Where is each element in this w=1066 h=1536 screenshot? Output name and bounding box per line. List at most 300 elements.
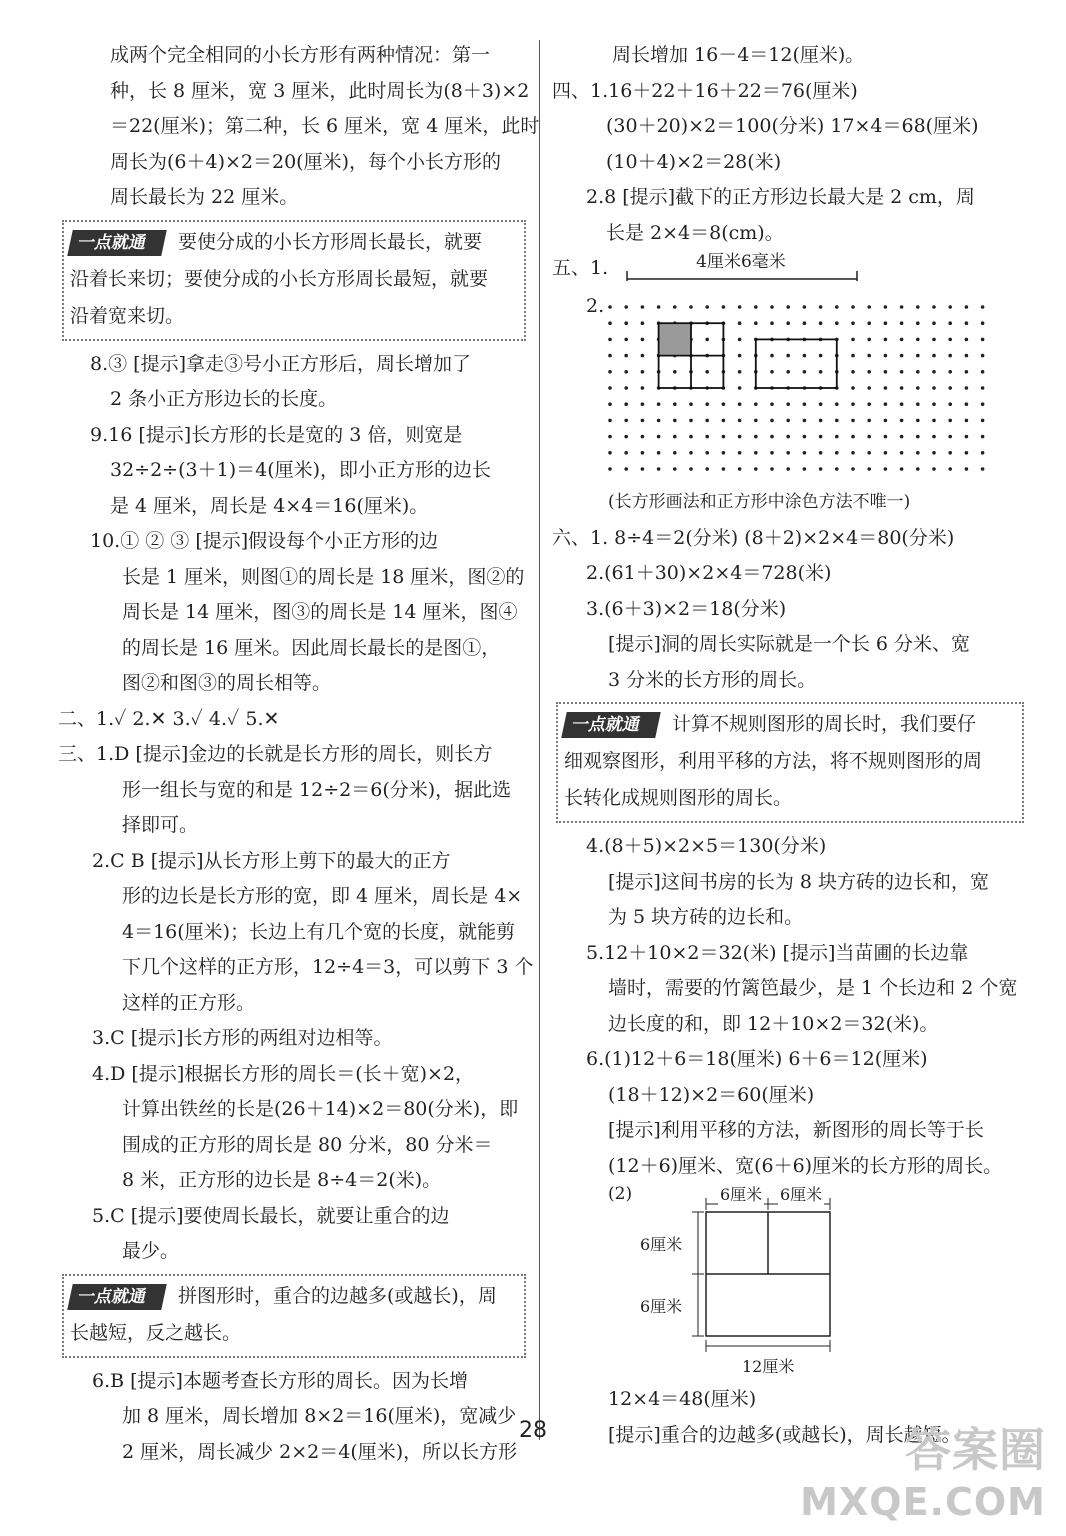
grid-dot [851, 305, 855, 309]
grid-dot [851, 338, 855, 342]
grid-dot [641, 305, 645, 309]
answer-line: 12×4＝48(厘米) [608, 1388, 757, 1410]
grid-dot [884, 419, 888, 423]
tip-tag: 一点就通 [561, 712, 661, 738]
answer-line: 形的边长是长方形的宽，即 4 厘米，周长是 4× [122, 885, 523, 907]
grid-dot [770, 435, 774, 439]
grid-dot [624, 354, 628, 358]
grid-dot [705, 305, 709, 309]
grid-dot [851, 467, 855, 471]
tip-box [62, 220, 526, 341]
tip-text: 长转化成规则图形的周长。 [564, 787, 793, 809]
grid-dot [770, 370, 774, 374]
grid-dot [738, 467, 742, 471]
grid-dot [624, 321, 628, 325]
grid-dot [851, 419, 855, 423]
grid-dot [657, 419, 661, 423]
answer-line: 4.(8＋5)×2×5＝130(分米) [586, 835, 827, 857]
figure-note: (长方形画法和正方形中涂色方法不唯一) [608, 492, 911, 512]
grid-dot [689, 419, 693, 423]
grid-dot [770, 419, 774, 423]
grid-dot [948, 419, 952, 423]
page-number: 28 [519, 1418, 547, 1443]
tip-text: 沿着宽来切。 [70, 304, 185, 327]
grid-dot [948, 305, 952, 309]
grid-dot [965, 435, 969, 439]
grid-dot [948, 370, 952, 374]
grid-dot [705, 467, 709, 471]
shaded-square [659, 323, 691, 355]
grid-dot [689, 305, 693, 309]
answer-line: (30＋20)×2＝100(分米) 17×4＝68(厘米) [606, 115, 979, 137]
grid-dot [835, 451, 839, 455]
answer-line: 图②和图③的周长相等。 [122, 672, 332, 694]
answer-line: 2.(61＋30)×2×4＝728(米) [586, 562, 832, 584]
grid-dot [884, 321, 888, 325]
grid-dot [900, 305, 904, 309]
answer-line: 边长度的和，即 12＋10×2＝32(米)。 [608, 1012, 939, 1035]
answer-line: 这样的正方形。 [122, 991, 256, 1014]
grid-dot [673, 370, 677, 374]
section-five-2 [552, 295, 1022, 485]
grid-dot [641, 467, 645, 471]
grid-dot [835, 435, 839, 439]
answer-line: (10＋4)×2＝28(米) [606, 150, 782, 173]
grid-dot [965, 305, 969, 309]
answer-line: (12＋6)厘米、宽(6＋6)厘米的长方形的周长。 [608, 1154, 1003, 1177]
grid-dot [803, 451, 807, 455]
grid-dot [884, 386, 888, 390]
grid-dot [641, 386, 645, 390]
grid-dot [786, 402, 790, 406]
grid-dot [948, 386, 952, 390]
answer-line: 长是 1 厘米，则图①的周长是 18 厘米，图②的 [122, 565, 525, 588]
answer-line: 形一组长与宽的和是 12÷2＝6(分米)，据此选 [122, 778, 512, 801]
grid-dot [608, 386, 612, 390]
grid-dot [819, 370, 823, 374]
grid-dot [965, 338, 969, 342]
grid-dot [900, 467, 904, 471]
grid-dot [932, 386, 936, 390]
grid-dot [770, 354, 774, 358]
answer-line: 周长增加 16－4＝12(厘米)。 [612, 44, 865, 66]
answer-line: 是 4 厘米，周长是 4×4＝16(厘米)。 [110, 494, 429, 517]
grid-dot [624, 419, 628, 423]
answer-line: 3.C [提示]长方形的两组对边相等。 [92, 1027, 393, 1049]
column-divider [539, 40, 540, 1440]
grid-dot [738, 402, 742, 406]
left-column [58, 38, 540, 1470]
answer-line: 四、1.16＋22＋16＋22＝76(厘米) [552, 79, 858, 102]
grid-dot [738, 338, 742, 342]
grid-dot [738, 451, 742, 455]
grid-dot [851, 451, 855, 455]
grid-dot [851, 354, 855, 358]
answer-line: 3.(6＋3)×2＝18(分米) [586, 597, 787, 620]
watermark-url: MXQE.COM [800, 1480, 1046, 1524]
grid-dot [770, 451, 774, 455]
text-line: 成两个完全相同的小长方形有两种情况：第一 [110, 44, 491, 66]
tip-text: 长越短，反之越长。 [70, 1321, 242, 1344]
answer-line: 32÷2÷(3＋1)＝4(厘米)，即小正方形的边长 [110, 459, 492, 481]
grid-dot [786, 370, 790, 374]
grid-dot [608, 451, 612, 455]
grid-dot [641, 402, 645, 406]
grid-dot [754, 451, 758, 455]
grid-dot [754, 321, 758, 325]
grid-dot [722, 435, 726, 439]
text-line: 周长为(6＋4)×2＝20(厘米)，每个小长方形的 [110, 150, 502, 173]
grid-dot [786, 435, 790, 439]
answer-line: [提示]这间书房的长为 8 块方砖的边长和，宽 [608, 870, 989, 893]
measure-label: 4厘米6毫米 [696, 252, 786, 272]
grid-dot [738, 419, 742, 423]
answer-line: 4＝16(厘米)；长边上有几个宽的长度，就能剪 [122, 920, 516, 943]
grid-dot [641, 419, 645, 423]
grid-dot [673, 402, 677, 406]
grid-dot [948, 321, 952, 325]
grid-dot [608, 354, 612, 358]
grid-dot [884, 354, 888, 358]
grid-dot [965, 370, 969, 374]
grid-dot [673, 419, 677, 423]
dimension-label: 6厘米 [718, 1182, 764, 1205]
section-two: 二、1.✓ 2.✕ 3.✓ 4.✓ 5.✕ [58, 707, 280, 730]
grid-dot [867, 338, 871, 342]
answer-line: [提示]洞的周长实际就是一个长 6 分米、宽 [608, 633, 970, 655]
grid-dot [624, 305, 628, 309]
grid-dot [867, 370, 871, 374]
text-line: 种，长 8 厘米，宽 3 厘米，此时周长为(8＋3)×2 [110, 79, 530, 102]
answer-line: 三、1.D [提示]金边的长就是长方形的周长，则长方 [58, 743, 493, 765]
grid-dot [965, 451, 969, 455]
answer-line: 2 条小正方形边长的长度。 [110, 388, 338, 410]
grid-dot [965, 402, 969, 406]
answer-line: 长是 2×4＝8(cm)。 [606, 221, 784, 244]
grid-dot [916, 370, 920, 374]
answer-line: 墙时，需要的竹篱笆最少，是 1 个长边和 2 个宽 [608, 977, 1018, 999]
part-label: (2) [608, 1184, 633, 1204]
grid-dot [900, 451, 904, 455]
grid-dot [981, 451, 985, 455]
tip-text: 要使分成的小长方形周长最长，就要 [178, 230, 483, 253]
answer-line: 8 米，正方形的边长是 8÷4＝2(米)。 [122, 1169, 442, 1191]
grid-dot [932, 338, 936, 342]
grid-dot [819, 451, 823, 455]
grid-dot [624, 451, 628, 455]
grid-dot [965, 419, 969, 423]
grid-dot [900, 419, 904, 423]
grid-dot [948, 402, 952, 406]
grid-dot [738, 370, 742, 374]
answer-line: 2.C B [提示]从长方形上剪下的最大的正方 [92, 849, 451, 872]
grid-dot [981, 467, 985, 471]
answer-line: 8.③ [提示]拿走③号小正方形后，周长增加了 [90, 352, 471, 375]
grid-dot [770, 305, 774, 309]
grid-dot [754, 402, 758, 406]
answer-line: 9.16 [提示]长方形的长是宽的 3 倍，则宽是 [90, 423, 463, 446]
grid-dot [916, 354, 920, 358]
grid-dot [981, 419, 985, 423]
grid-dot [948, 338, 952, 342]
grid-dot [867, 321, 871, 325]
grid-dot [916, 321, 920, 325]
grid-dot [786, 467, 790, 471]
grid-dot [673, 451, 677, 455]
grid-dot [884, 338, 888, 342]
tip-text: 计算不规则图形的周长时，我们要仔 [672, 713, 977, 735]
dimension-label: 6厘米 [640, 1232, 682, 1255]
grid-dot [738, 435, 742, 439]
grid-dot [819, 402, 823, 406]
grid-dot [932, 402, 936, 406]
grid-dot [786, 305, 790, 309]
grid-dot [932, 435, 936, 439]
grid-dot [851, 321, 855, 325]
grid-dot [608, 419, 612, 423]
grid-dot [867, 305, 871, 309]
tip-box [556, 702, 1024, 823]
grid-dot [819, 354, 823, 358]
grid-dot [624, 386, 628, 390]
grid-dot [851, 402, 855, 406]
grid-dot [867, 386, 871, 390]
grid-dot [803, 435, 807, 439]
answer-line: [提示]利用平移的方法，新图形的周长等于长 [608, 1119, 984, 1141]
dimension-label: 6厘米 [778, 1182, 824, 1205]
grid-dot [981, 402, 985, 406]
grid-dot [884, 305, 888, 309]
grid-dot [900, 321, 904, 325]
grid-dot [624, 402, 628, 406]
grid-dot [981, 354, 985, 358]
grid-dot [657, 451, 661, 455]
grid-dot [722, 419, 726, 423]
grid-dot [754, 419, 758, 423]
grid-dot [965, 354, 969, 358]
text-line: ＝22(厘米)；第二种，长 6 厘米，宽 4 厘米，此时 [110, 115, 540, 137]
grid-dot [851, 435, 855, 439]
grid-dot [705, 435, 709, 439]
grid-dot [932, 305, 936, 309]
answer-line: 的周长是 16 厘米。因此周长最长的是图①， [122, 636, 501, 659]
section-five-1 [552, 251, 1022, 295]
answer-line: 为 5 块方砖的边长和。 [608, 906, 804, 928]
measure-line-icon [626, 265, 858, 283]
grid-dot [835, 467, 839, 471]
grid-dot [608, 402, 612, 406]
grid-dot [867, 467, 871, 471]
grid-dot [835, 419, 839, 423]
grid-dot [754, 467, 758, 471]
grid-dot [916, 419, 920, 423]
answer-line: 择即可。 [122, 814, 199, 836]
grid-dot [770, 402, 774, 406]
grid-dot [689, 451, 693, 455]
grid-dot [981, 321, 985, 325]
tip-box [62, 1274, 526, 1358]
grid-dot [867, 435, 871, 439]
grid-dot [819, 305, 823, 309]
grid-dot [932, 419, 936, 423]
grid-dot [803, 354, 807, 358]
tip-tag: 一点就通 [67, 230, 167, 256]
right-column [552, 38, 1022, 1453]
grid-dot [624, 467, 628, 471]
grid-dot [948, 451, 952, 455]
answer-line: (18＋12)×2＝60(厘米) [608, 1083, 815, 1106]
grid-dot [754, 305, 758, 309]
watermark-logo: 答案圈 [905, 1423, 1046, 1477]
text-line: 周长最长为 22 厘米。 [110, 186, 299, 208]
grid-dot [770, 467, 774, 471]
answer-line: 3 分米的长方形的周长。 [608, 668, 817, 691]
grid-dot [981, 370, 985, 374]
answer-line: 六、1. 8÷4＝2(分米) (8＋2)×2×4＝80(分米) [552, 526, 955, 549]
grid-dot [722, 467, 726, 471]
grid-dot [786, 354, 790, 358]
grid-dot [965, 386, 969, 390]
grid-dot [884, 467, 888, 471]
section-label: 2. [586, 295, 605, 317]
grid-dot [819, 419, 823, 423]
grid-dot [803, 321, 807, 325]
answer-line: [提示]重合的边越多(或越长)，周长越短。 [608, 1423, 961, 1446]
grid-dot [932, 354, 936, 358]
dimension-label: 12厘米 [738, 1354, 798, 1377]
rectangle-diagram [632, 1184, 842, 1380]
grid-dot [803, 305, 807, 309]
grid-dot [722, 305, 726, 309]
grid-dot [705, 419, 709, 423]
grid-dot [689, 467, 693, 471]
answer-line: 最少。 [122, 1240, 180, 1262]
grid-dot [608, 321, 612, 325]
grid-dot [624, 370, 628, 374]
grid-dot [835, 305, 839, 309]
grid-dot [770, 321, 774, 325]
grid-dot [705, 370, 709, 374]
grid-dot [608, 467, 612, 471]
grid-dot [884, 402, 888, 406]
answer-line: 6.(1)12＋6＝18(厘米) 6＋6＝12(厘米) [586, 1048, 928, 1070]
answer-line: 加 8 厘米，周长增加 8×2＝16(厘米)，宽减少 [122, 1405, 517, 1427]
grid-dot [738, 386, 742, 390]
answer-line: 5.C [提示]要使周长最长，就要让重合的边 [92, 1204, 450, 1227]
grid-dot [641, 354, 645, 358]
grid-dot [916, 435, 920, 439]
grid-dot [916, 402, 920, 406]
grid-dot [786, 419, 790, 423]
grid-dot [673, 435, 677, 439]
grid-dot [819, 467, 823, 471]
grid-dot [916, 305, 920, 309]
grid-dot [722, 402, 726, 406]
grid-dot [657, 402, 661, 406]
grid-dot [641, 321, 645, 325]
grid-dot [803, 419, 807, 423]
grid-dot [981, 386, 985, 390]
grid-dot [624, 435, 628, 439]
grid-dot [641, 451, 645, 455]
grid-dot [948, 467, 952, 471]
grid-dot [641, 338, 645, 342]
grid-dot [705, 402, 709, 406]
grid-dot [916, 386, 920, 390]
grid-dot [657, 305, 661, 309]
grid-dot [803, 402, 807, 406]
grid-dot [981, 305, 985, 309]
tip-tag: 一点就通 [67, 1284, 167, 1310]
answer-line: 2 厘米，周长减少 2×2＝4(厘米)，所以长方形 [122, 1440, 518, 1463]
grid-dot [916, 467, 920, 471]
grid-dot [641, 370, 645, 374]
grid-dot [900, 435, 904, 439]
grid-dot [738, 321, 742, 325]
grid-dot [948, 354, 952, 358]
grid-dot [932, 467, 936, 471]
grid-dot [835, 402, 839, 406]
grid-dot [705, 451, 709, 455]
grid-dot [738, 305, 742, 309]
answer-line: 计算出铁丝的长是(26＋14)×2＝80(分米)，即 [122, 1098, 519, 1120]
grid-dot [867, 419, 871, 423]
grid-dot [673, 467, 677, 471]
grid-dot [965, 321, 969, 325]
grid-dot [754, 435, 758, 439]
grid-dot [608, 435, 612, 439]
grid-dot [867, 451, 871, 455]
grid-dot [948, 435, 952, 439]
dimension-label: 6厘米 [640, 1294, 682, 1317]
answer-line: 10.① ② ③ [提示]假设每个小正方形的边 [90, 530, 439, 552]
composite-figure [552, 1184, 1022, 1382]
grid-dot [608, 338, 612, 342]
grid-dot [900, 354, 904, 358]
grid-dot [932, 451, 936, 455]
grid-dot [624, 338, 628, 342]
grid-dot [900, 338, 904, 342]
grid-dot [916, 451, 920, 455]
watermark [800, 1414, 1046, 1524]
answer-line: 2.8 [提示]截下的正方形边长最大是 2 cm，周 [586, 186, 975, 208]
grid-dot [900, 386, 904, 390]
grid-dot [786, 451, 790, 455]
tip-text: 拼图形时，重合的边越多(或越长)，周 [178, 1284, 497, 1307]
drawn-rectangle [756, 339, 837, 388]
grid-dot [657, 467, 661, 471]
grid-dot [819, 321, 823, 325]
answer-line: 下几个这样的正方形，12÷4＝3，可以剪下 3 个 [122, 956, 534, 978]
grid-dot [867, 354, 871, 358]
section-label: 五、1. [552, 257, 609, 279]
grid-dot [884, 451, 888, 455]
grid-dot [835, 321, 839, 325]
grid-dot [689, 402, 693, 406]
grid-dot [867, 402, 871, 406]
grid-dot [851, 386, 855, 390]
grid-dot [932, 321, 936, 325]
tip-text: 细观察图形，利用平移的方法，将不规则图形的周 [564, 750, 983, 772]
grid-dot [981, 435, 985, 439]
grid-dot [965, 467, 969, 471]
grid-dot [900, 370, 904, 374]
grid-dot [884, 435, 888, 439]
answer-line: 围成的正方形的周长是 80 分米，80 分米＝ [122, 1133, 493, 1156]
tip-text: 沿着长来切；要使分成的小长方形周长最短，就要 [70, 267, 489, 290]
grid-dot [705, 338, 709, 342]
grid-dot [641, 435, 645, 439]
